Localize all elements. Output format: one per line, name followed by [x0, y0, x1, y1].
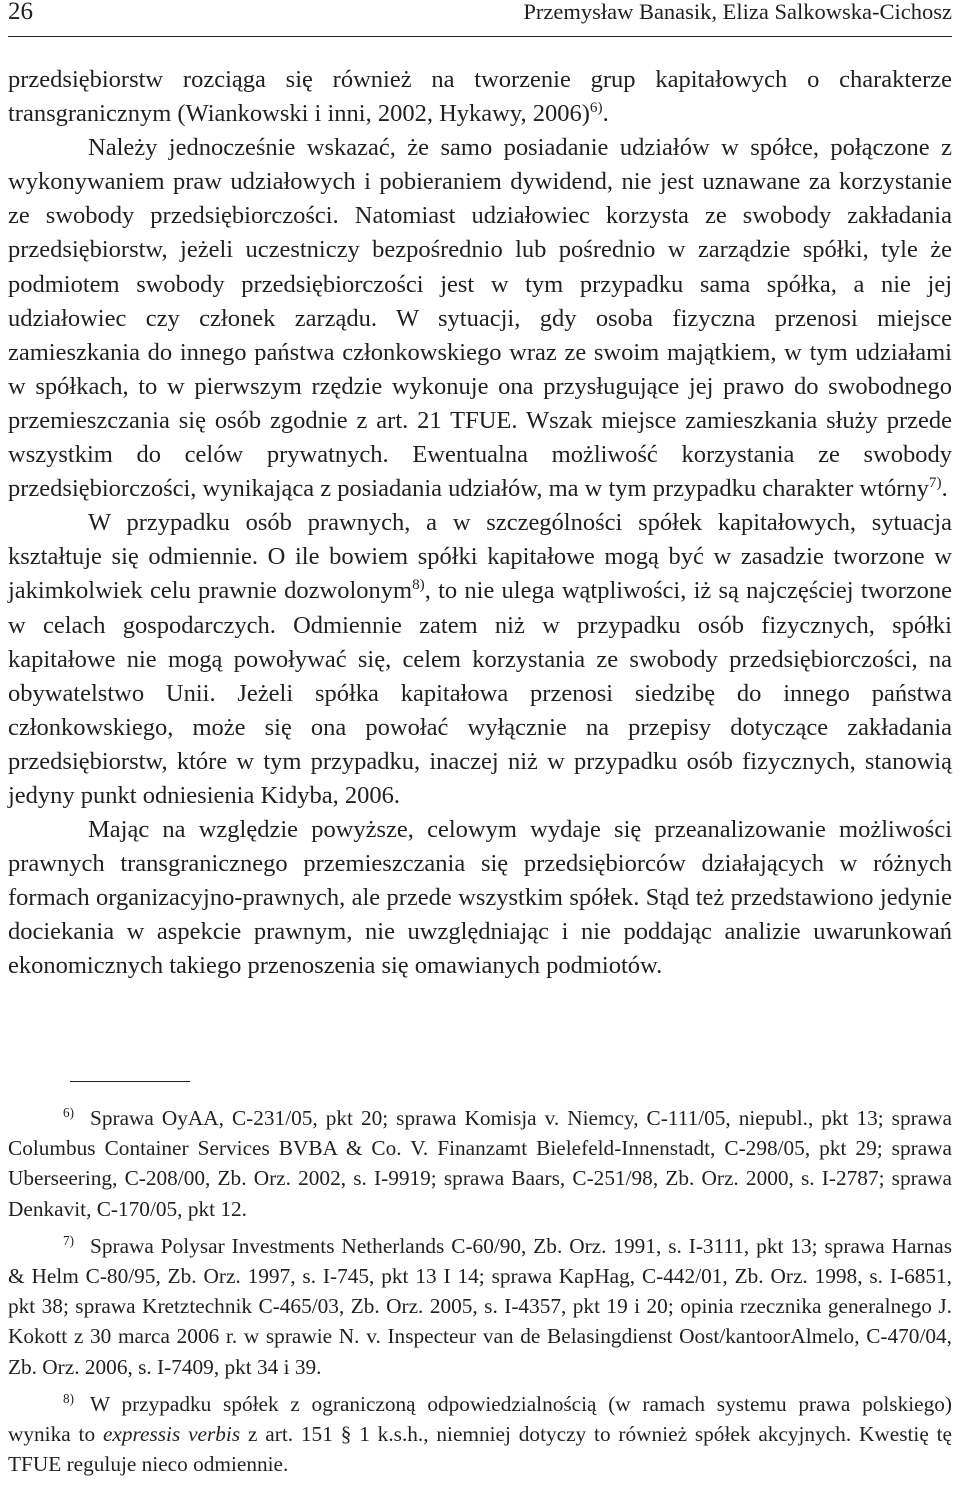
footnote — [8, 1389, 952, 1480]
footnote-text: Sprawa OyAA, C-231/05, pkt 20; sprawa Komisja v. Niemcy, C-111/05, niepubl., pkt 13; sprawa Columbus Container Services BVBA & Co. V. Finanzamt Bielefeld-Innenstadt, C-298/05, pkt 29; sprawa Uberseering, C-208/00, Zb. Orz. 2002, s. I-9919; sprawa Baars, C-251/98, Zb. Orz. 2000, s. I-2787; sprawa Denkavit, C-170/05, pkt 12. — [8, 1106, 952, 1221]
text-run: . — [602, 100, 609, 128]
footnotes — [8, 1103, 952, 1479]
footnote — [8, 1103, 952, 1224]
text-run: W przypadku osób prawnych, a w szczególności spółek kapitałowych, sytuacja kształtuje się odmiennie. O ile bowiem spółki kapitałowe mogą być w zasadzie tworzone w jakimkolwiek celu prawnie dozwolonym — [8, 509, 952, 605]
footnote-ref: 7) — [928, 473, 942, 491]
footnote-mark: 8) — [63, 1390, 74, 1406]
text-run: przedsiębiorstw rozciąga się również na tworzenie grup kapitałowych o charakterze transgranicznym (Wiankowski i inni, 2002, Hykawy, 2006) — [8, 66, 952, 128]
footnote — [8, 1231, 952, 1382]
footnote-text: Sprawa Polysar Investments Netherlands C-60/90, Zb. Orz. 1991, s. I-3111, pkt 13; sprawa Harnas & Helm C-80/95, Zb. Orz. 1997, s. I-745, pkt 13 I 14; sprawa KapHag, C-442/01, Zb. Orz. 1998, s. I-6851, pkt 38; sprawa Kretztechnik C-465/03, Zb. Orz. 2005, s. I-4357, pkt 19 i 20; opinia rzecznika generalnego J. Kokott z 30 marca 2006 r. w sprawie N. v. Inspecteur van de Belasingdienst Oost/kantoorAlmelo, C-470/04, Zb. Orz. 2006, s. I-7409, pkt 34 i 39. — [8, 1233, 952, 1379]
text-run: . — [941, 475, 948, 503]
footnote-italic-text: expressis verbis — [102, 1422, 241, 1447]
paragraph — [8, 813, 952, 983]
page-number: 26 — [8, 0, 33, 25]
paragraph — [8, 131, 952, 506]
footnote-mark: 7) — [63, 1232, 74, 1248]
text-run: , to nie ulega wątpliwości, iż są najczęściej tworzone w celach gospodarczych. Odmiennie zatem niż w przypadku osób fizycznych, spółki kapitałowe nie mogą powoływać się, celem korzystania ze swobody przedsiębiorczości, na obywatelstwo Unii. Jeżeli spółka kapitałowa przenosi siedzibę do innego państwa członkowskiego, może się ona powołać wyłącznie na przepisy dotyczące zakładania przedsiębiorstw, które w tym przypadku, inaczej niż w przypadku osób fizycznych, stanowią jedyny punkt odniesienia Kidyba, 2006. — [8, 577, 952, 809]
footnote-mark: 6) — [63, 1105, 74, 1120]
paragraph — [8, 63, 952, 131]
footnote-ref: 8) — [412, 576, 425, 594]
footnote-text: z art. 151 § 1 k.s.h., niemniej dotyczy to również spółek akcyjnych. Kwestię tę TFUE reguluje nieco odmiennie. — [8, 1422, 953, 1477]
paragraph — [8, 506, 952, 813]
footnote-text: W przypadku spółek z ograniczoną odpowiedzialnością (w ramach systemu prawa polskiego) wynika to — [8, 1391, 952, 1447]
running-header — [8, 0, 952, 37]
running-header-authors: Przemysław Banasik, Eliza Salkowska-Cichosz — [523, 0, 952, 24]
footnote-ref: 6) — [589, 98, 603, 116]
text-run: Należy jednocześnie wskazać, że samo posiadanie udziałów w spółce, połączone z wykonywaniem praw udziałowych i pobieraniem dywidend, nie jest uznawane za korzystanie ze swobody przedsiębiorczości. Natomiast udziałowiec korzysta ze swobody zakładania przedsiębiorstw, jeżeli uczestniczy bezpośrednio lub pośrednio w zarządzie spółki, tyle że podmiotem swobody przedsiębiorczości jest w tym przypadku sama spółka, a nie jej udziałowiec czy członek zarządu. W sytuacji, gdy osoba fizyczna przenosi miejsce zamieszkania do innego państwa członkowskiego wraz ze swoim majątkiem, w tym udziałami w spółkach, to w pierwszym rzędzie wykonuje ona przysługujące jej prawo do swobodnego przemieszczania się osób zgodnie z art. 21 TFUE. Wszak miejsce zamieszkania służy przede wszystkim do celów prywatnych. Ewentualna możliwość korzystania ze swobody przedsiębiorczości, wynikająca z posiadania udziałów, ma w tym przypadku charakter wtórny — [8, 134, 952, 503]
footnote-separator — [70, 1081, 190, 1082]
text-run: Mając na względzie powyższe, celowym wydaje się przeanalizowanie możliwości prawnych transgranicznego przemieszczania się przedsiębiorców działających w różnych formach organizacyjno-prawnych, ale przede wszystkim spółek. Stąd też przedstawiono jedynie dociekania w aspekcie prawnym, nie uwzględniając i nie poddając analizie uwarunkowań ekonomicznych takiego przenoszenia się omawianych podmiotów. — [8, 816, 952, 980]
main-text — [8, 63, 952, 984]
